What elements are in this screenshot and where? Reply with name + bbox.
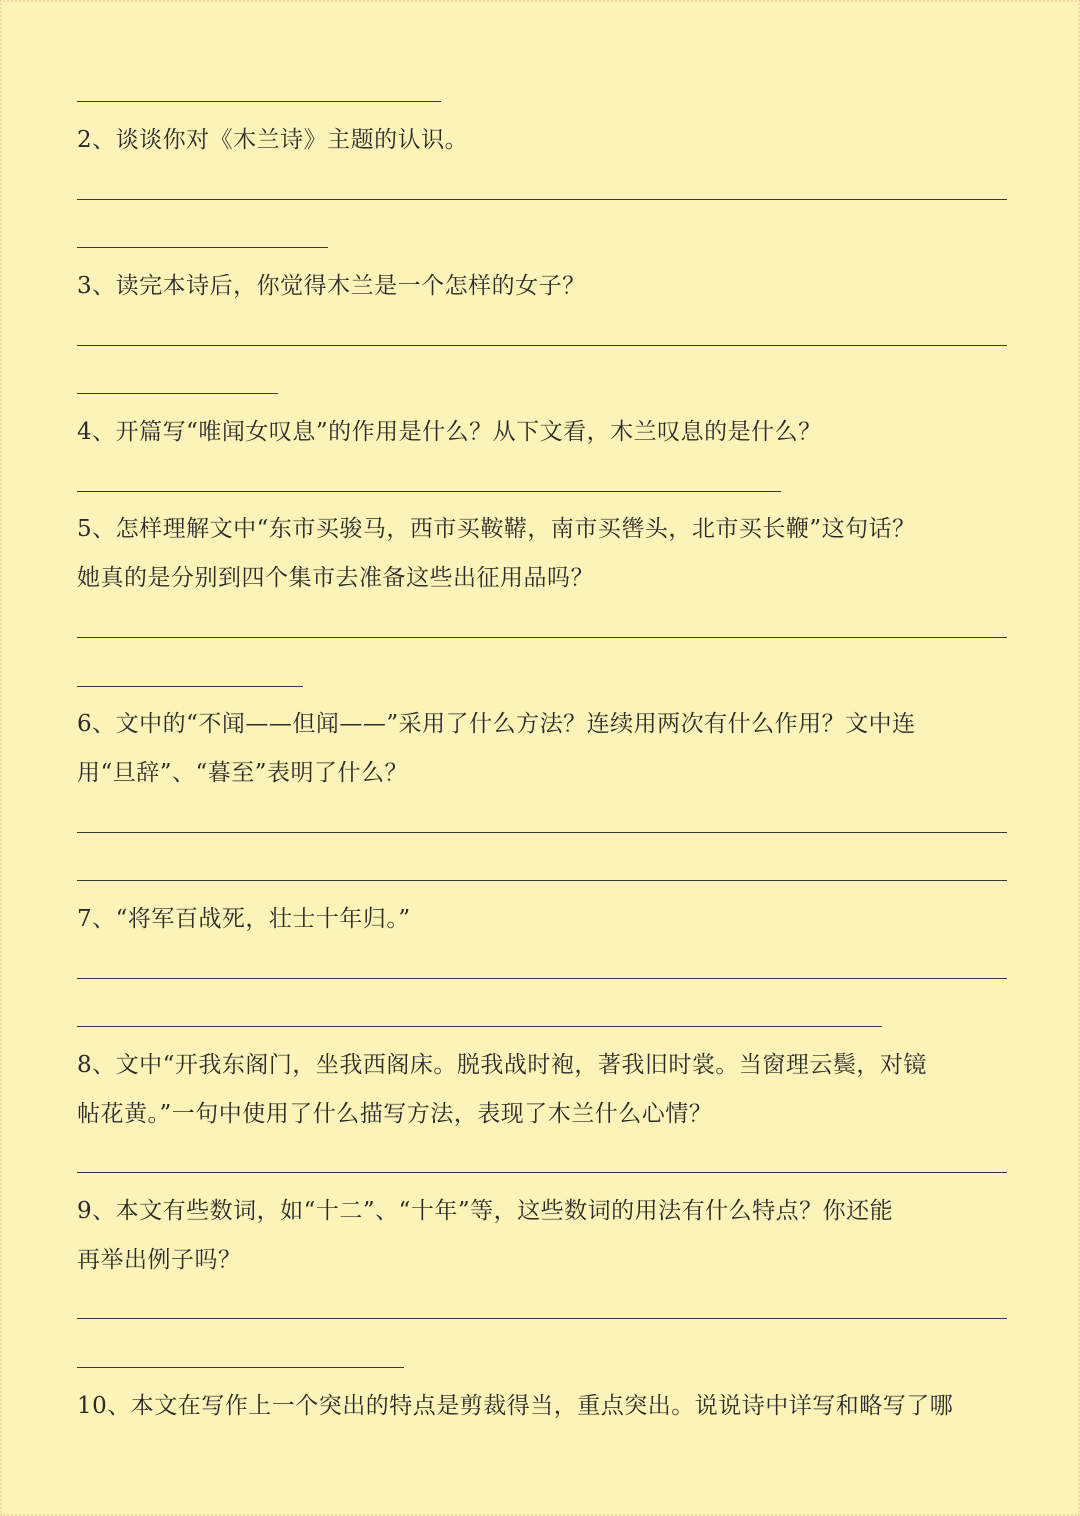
answer-line xyxy=(77,491,781,492)
answer-line xyxy=(77,880,1007,881)
answer-line xyxy=(77,101,441,102)
answer-line xyxy=(77,978,1007,979)
answer-line xyxy=(77,1172,1007,1173)
question-6-line-1: 6、文中的“不闻——但闻——”采用了什么方法？连续用两次有什么作用？文中连 xyxy=(77,711,916,737)
question-6-line-2: 用“旦辞”、“暮至”表明了什么？ xyxy=(77,760,409,786)
question-8-line-1: 8、文中“开我东阁门，坐我西阁床。脱我战时袍，著我旧时裳。当窗理云鬓，对镜 xyxy=(77,1052,927,1078)
question-7: 7、“将军百战死，壮士十年归。” xyxy=(77,906,411,932)
question-4: 4、开篇写“唯闻女叹息”的作用是什么？从下文看，木兰叹息的是什么？ xyxy=(77,419,822,445)
question-5-line-1: 5、怎样理解文中“东市买骏马，西市买鞍鞯，南市买辔头，北市买长鞭”这句话？ xyxy=(77,516,916,542)
question-9-line-1: 9、本文有些数词，如“十二”、“十年”等，这些数词的用法有什么特点？你还能 xyxy=(77,1198,894,1224)
answer-line xyxy=(77,199,1007,200)
answer-line xyxy=(77,1026,882,1027)
answer-line xyxy=(77,1318,1007,1319)
question-5-line-2: 她真的是分别到四个集市去准备这些出征用品吗？ xyxy=(77,565,594,591)
answer-line xyxy=(77,832,1007,833)
answer-line xyxy=(77,345,1007,346)
question-9-line-2: 再举出例子吗？ xyxy=(77,1247,242,1273)
answer-line xyxy=(77,686,303,687)
question-3: 3、读完本诗后，你觉得木兰是一个怎样的女子？ xyxy=(77,273,586,299)
answer-line xyxy=(77,247,328,248)
question-10: 10、本文在写作上一个突出的特点是剪裁得当，重点突出。说说诗中详写和略写了哪 xyxy=(77,1393,954,1419)
question-2: 2、谈谈你对《木兰诗》主题的认识。 xyxy=(77,127,469,153)
answer-line xyxy=(77,1367,404,1368)
answer-line xyxy=(77,637,1007,638)
answer-line xyxy=(77,393,278,394)
question-8-line-2: 帖花黄。”一句中使用了什么描写方法，表现了木兰什么心情？ xyxy=(77,1101,713,1127)
